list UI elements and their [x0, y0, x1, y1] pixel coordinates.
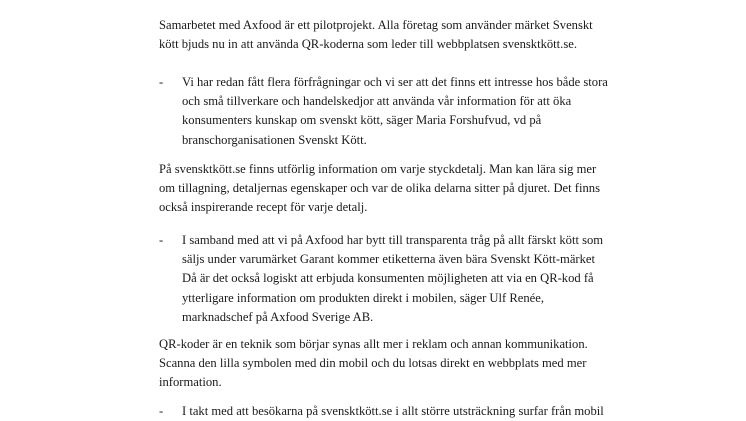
paragraph-website-info: [159, 160, 649, 218]
text-line: I samband med att vi på Axfood har bytt till transparenta tråg på allt färskt kött som: [182, 233, 604, 247]
text-line: branschorganisationen Svenskt Kött.: [182, 132, 367, 147]
paragraph-qr-codes: [159, 335, 649, 393]
quote-text: [182, 402, 604, 421]
paragraph-pilot-project: [159, 16, 649, 54]
quote-dash: -: [159, 233, 164, 247]
text-line: I takt med att besökarna på svensktkött.se i allt större utsträckning surfar från mobil: [182, 404, 604, 418]
text-line: kött bjuds nu in att använda QR-koderna som leder till webbplatsen svensktkött.se.: [159, 37, 577, 52]
quote-text: [182, 231, 603, 327]
text-line: och små tillverkare och handelskedjor att använda vår information för att öka: [182, 94, 572, 109]
quote-dash: -: [159, 75, 164, 89]
text-line: Då är det också logiskt att erbjuda konsumenten möjligheten att via en QR-kod få: [182, 271, 594, 286]
text-line: På svensktkött.se finns utförlig information om varje styckdetalj. Man kan lära sig mer: [159, 162, 597, 176]
text-line: säljs under varumärket Garant kommer etiketterna även bära Svenskt Kött-märket: [182, 252, 595, 267]
quote-dash: -: [159, 404, 164, 418]
text-line: Scanna den lilla symbolen med din mobil och du lotsas direkt en webbplats med mer: [159, 356, 587, 371]
text-line: QR-koder är en teknik som börjar synas allt mer i reklam och annan kommunikation.: [159, 337, 588, 351]
text-line: konsumenters kunskap om svenskt kött, säger Maria Forshufvud, vd på: [182, 113, 542, 128]
text-line: om tillagning, detaljernas egenskaper och var de olika delarna sitter på djuret. Det finns: [159, 181, 600, 196]
text-line: Vi har redan fått flera förfrågningar och vi ser att det finns ett intresse hos både stora: [182, 75, 608, 89]
text-line: Samarbetet med Axfood är ett pilotprojekt. Alla företag som använder märket Svenskt: [159, 18, 593, 32]
quote-text: [182, 73, 608, 150]
text-line: marknadschef på Axfood Sverige AB.: [182, 309, 374, 324]
text-line: också inspirerande recept för varje detalj.: [159, 200, 368, 215]
text-line: information.: [159, 375, 222, 390]
text-line: ytterligare information om produkten direkt i mobilen, säger Ulf Renée,: [182, 290, 544, 305]
